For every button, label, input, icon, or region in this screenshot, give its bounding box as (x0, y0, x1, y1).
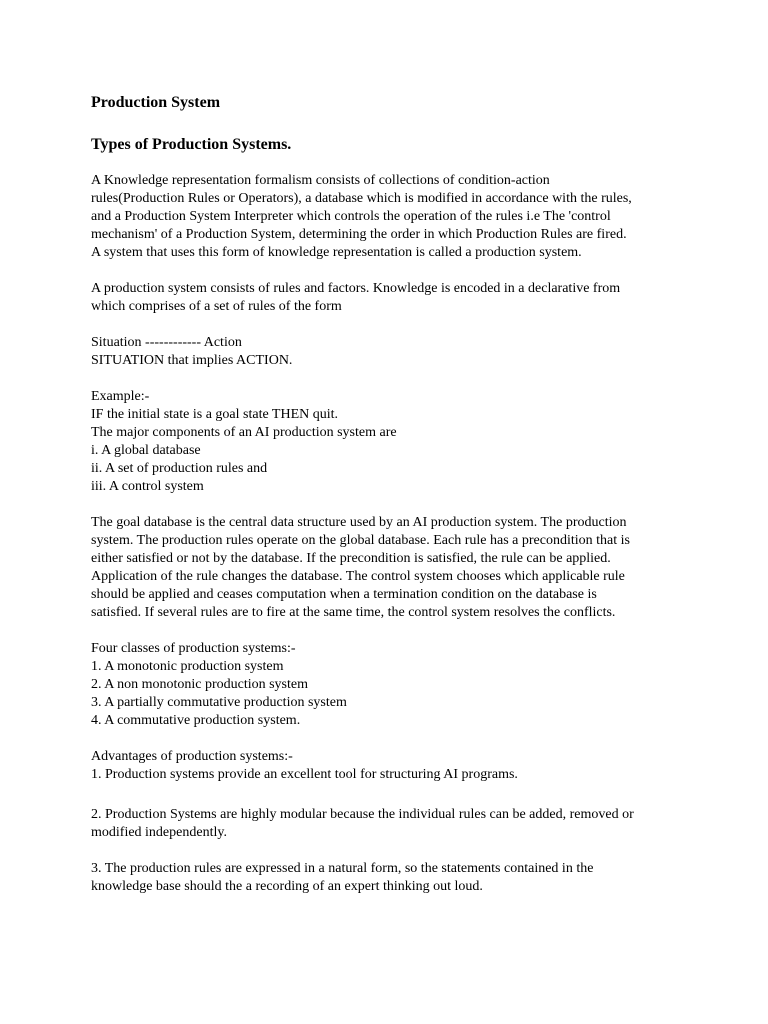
list-item: i. A global database (91, 443, 201, 458)
page-title: Production System (91, 94, 221, 111)
list-item: iii. A control system (91, 479, 204, 494)
paragraph-example (91, 388, 691, 496)
text-line: 3. The production rules are expressed in a natural form, so the statements contained in the (91, 861, 594, 876)
section-heading: Types of Production Systems. (91, 136, 292, 153)
text-line: Four classes of production systems:- (91, 641, 296, 656)
list-item: 1. Production systems provide an excellent tool for structuring AI programs. (91, 767, 518, 782)
list-item: 2. A non monotonic production system (91, 677, 308, 692)
text-line: either satisfied or not by the database. If the precondition is satisfied, the rule can be applied. (91, 551, 611, 566)
list-item: 3. A partially commutative production system (91, 695, 347, 710)
document-content (91, 92, 691, 914)
text-line: The major components of an AI production system are (91, 425, 397, 440)
paragraph-goal-database (91, 514, 691, 622)
text-line: rules(Production Rules or Operators), a database which is modified in accordance with the rules, (91, 191, 632, 206)
paragraph-situation-action (91, 334, 691, 370)
list-item: 4. A commutative production system. (91, 713, 301, 728)
text-line: knowledge base should the a recording of an expert thinking out loud. (91, 879, 483, 894)
paragraph-advantage-3 (91, 860, 691, 896)
text-line: should be applied and ceases computation when a termination condition on the database is (91, 587, 597, 602)
text-line: modified independently. (91, 825, 227, 840)
text-line: and a Production System Interpreter which controls the operation of the rules i.e The 'control (91, 209, 611, 224)
list-item: 1. A monotonic production system (91, 659, 284, 674)
paragraph-rules (91, 280, 691, 316)
text-line: IF the initial state is a goal state THEN quit. (91, 407, 339, 422)
text-line: A system that uses this form of knowledge representation is called a production system. (91, 245, 582, 260)
text-line: Situation ------------ Action (91, 335, 242, 350)
text-line: The goal database is the central data structure used by an AI production system. The production (91, 515, 627, 530)
text-line: Application of the rule changes the database. The control system chooses which applicable rule (91, 569, 625, 584)
text-line: 2. Production Systems are highly modular because the individual rules can be added, removed or (91, 807, 634, 822)
text-line: A Knowledge representation formalism consists of collections of condition-action (91, 173, 550, 188)
text-line: satisfied. If several rules are to fire at the same time, the control system resolves the conflicts. (91, 605, 616, 620)
paragraph-advantages (91, 748, 691, 784)
text-line: SITUATION that implies ACTION. (91, 353, 293, 368)
paragraph-advantage-2 (91, 806, 691, 842)
text-line: which comprises of a set of rules of the form (91, 299, 342, 314)
list-item: ii. A set of production rules and (91, 461, 268, 476)
paragraph-intro (91, 172, 691, 262)
text-line: A production system consists of rules and factors. Knowledge is encoded in a declarative from (91, 281, 621, 296)
text-line: Advantages of production systems:- (91, 749, 293, 764)
paragraph-four-classes (91, 640, 691, 730)
text-line: Example:- (91, 389, 150, 404)
text-line: system. The production rules operate on the global database. Each rule has a precondition that is (91, 533, 630, 548)
text-line: mechanism' of a Production System, determining the order in which Production Rules are fired. (91, 227, 627, 242)
